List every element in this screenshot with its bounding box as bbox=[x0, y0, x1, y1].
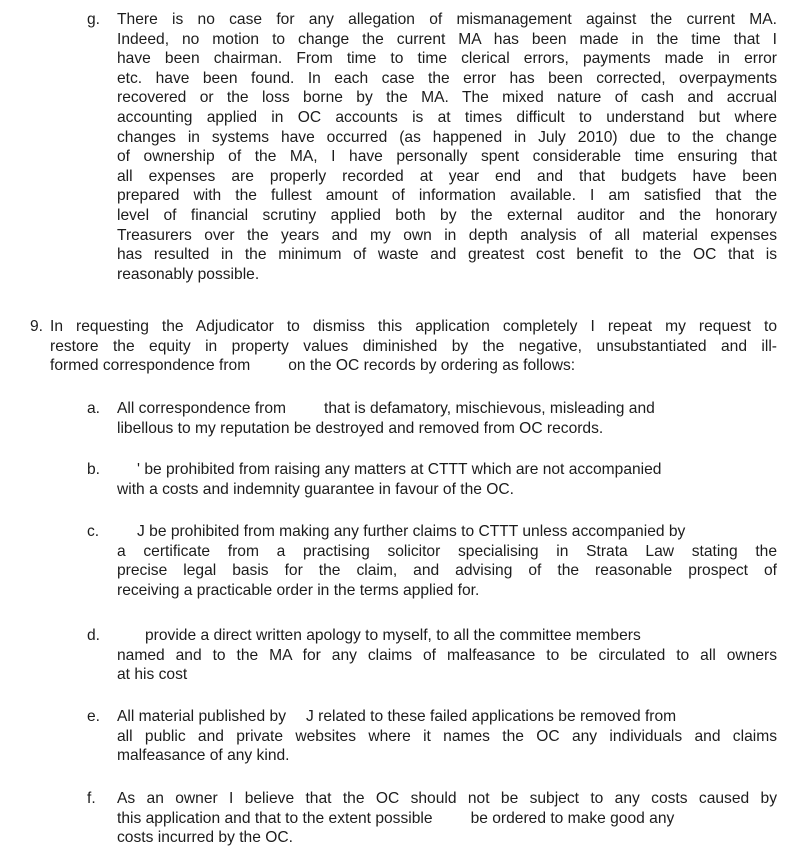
paragraph-g-line-14: reasonably possible. bbox=[117, 265, 260, 283]
item-b-marker: b. bbox=[87, 461, 101, 478]
item-f-line-3: costs incurred by the OC. bbox=[117, 829, 293, 847]
item-a-line-2: libellous to my reputation be destroyed and removed from OC records. bbox=[117, 419, 604, 437]
item-c-line-2: a certificate from a practising solicitor specialising in Strata Law stating the bbox=[117, 542, 777, 560]
item-d-text bbox=[117, 626, 777, 685]
item-f-marker: f. bbox=[87, 790, 96, 807]
item-e-line-3: malfeasance of any kind. bbox=[117, 747, 290, 765]
item-d-line-1-text: provide a direct written apology to myself, to all the committee members bbox=[145, 627, 641, 644]
item-f-line-2-start: this application and that to the extent possible bbox=[117, 809, 433, 827]
paragraph-g-line-7: changes in systems have occurred (as happened in July 2010) due to the change bbox=[117, 128, 777, 146]
item-c-redaction-remnant: J bbox=[137, 523, 145, 540]
item-e-line-1-start: All material published by bbox=[117, 708, 287, 725]
item-b-text bbox=[117, 460, 777, 499]
item-e-line-1 bbox=[117, 707, 777, 727]
item-f-text bbox=[117, 789, 777, 848]
paragraph-g-line-12: Treasurers over the years and my own in depth analysis of all material expenses bbox=[117, 226, 777, 244]
item-e-text bbox=[117, 707, 777, 766]
paragraph-g-line-8: of ownership of the MA, I have personally spent considerable time ensuring that bbox=[117, 148, 777, 166]
paragraph-9-line-1: In requesting the Adjudicator to dismiss this application completely I repeat my request to bbox=[50, 318, 777, 335]
item-a-line-1-start: All correspondence from bbox=[117, 400, 287, 417]
item-c-line-3: precise legal basis for the claim, and advising of the reasonable prospect of bbox=[117, 562, 777, 580]
item-a-line-1 bbox=[117, 399, 777, 419]
item-e-redaction-remnant: J bbox=[306, 708, 314, 725]
paragraph-g-line-6: accounting applied in OC accounts is at times difficult to understand but where bbox=[117, 108, 777, 126]
paragraph-g-line-13: has resulted in the minimum of waste and greatest cost benefit to the OC that is bbox=[117, 246, 777, 264]
paragraph-9-line-3-start: formed correspondence from bbox=[50, 357, 251, 375]
paragraph-9-marker: 9. bbox=[30, 318, 44, 335]
item-a-text bbox=[117, 399, 777, 438]
item-e-line-1-end: related to these failed applications be removed from bbox=[318, 708, 677, 725]
paragraph-g-text bbox=[117, 10, 777, 284]
item-e-line-2: all public and private websites where it names the OC any individuals and claims bbox=[117, 727, 777, 745]
item-b-line-1-text: be prohibited from raising any matters at CTTT which are not accompanied bbox=[144, 461, 662, 478]
item-c-line-4: receiving a practicable order in the terms applied for. bbox=[117, 581, 480, 599]
paragraph-g-line-2: Indeed, no motion to change the current MA has been made in the time that I bbox=[117, 30, 777, 48]
paragraph-g-line-3: have been chairman. From time to time clerical errors, payments made in error bbox=[117, 50, 777, 68]
item-d-line-1 bbox=[117, 626, 777, 646]
item-c-line-1 bbox=[117, 522, 777, 542]
item-d-line-3: at his cost bbox=[117, 666, 188, 684]
item-c-text bbox=[117, 522, 777, 600]
paragraph-g-line-9: all expenses are properly recorded at year end and that budgets have been bbox=[117, 167, 777, 185]
paragraph-9-text bbox=[50, 317, 777, 376]
paragraph-g-line-4: etc. have been found. In each case the error has been corrected, overpayments bbox=[117, 69, 777, 87]
item-b-line-2: with a costs and indemnity guarantee in favour of the OC. bbox=[117, 480, 514, 498]
paragraph-g-line-11: level of financial scrutiny applied both by the external auditor and the honorary bbox=[117, 206, 777, 224]
paragraph-9-line-2: restore the equity in property values diminished by the negative, unsubstantiated and ill- bbox=[50, 337, 777, 355]
item-b-redaction-remnant: ' bbox=[137, 461, 140, 478]
paragraph-g-marker: g. bbox=[87, 11, 101, 28]
item-a-marker: a. bbox=[87, 400, 101, 417]
paragraph-g-line-10: prepared with the fullest amount of information available. I am satisfied that the bbox=[117, 187, 777, 205]
item-d-marker: d. bbox=[87, 627, 101, 644]
item-a-line-1-end: that is defamatory, mischievous, misleading and bbox=[324, 400, 655, 417]
item-e-marker: e. bbox=[87, 708, 101, 725]
item-b-line-1 bbox=[117, 460, 777, 480]
item-f-line-2 bbox=[117, 809, 777, 829]
item-f-line-1: As an owner I believe that the OC should not be subject to any costs caused by bbox=[117, 790, 777, 807]
paragraph-9-line-3 bbox=[50, 356, 777, 376]
item-c-marker: c. bbox=[87, 523, 100, 540]
paragraph-g-line-5: recovered or the loss borne by the MA. The mixed nature of cash and accrual bbox=[117, 89, 777, 107]
item-c-line-1-text: be prohibited from making any further claims to CTTT unless accompanied by bbox=[149, 523, 686, 540]
paragraph-9-line-3-end: on the OC records by ordering as follows: bbox=[288, 357, 576, 375]
item-d-line-2: named and to the MA for any claims of malfeasance to be circulated to all owners bbox=[117, 646, 777, 664]
item-f-line-2-end: be ordered to make good any bbox=[470, 809, 675, 827]
paragraph-g-line-1: There is no case for any allegation of mismanagement against the current MA. bbox=[117, 11, 777, 28]
